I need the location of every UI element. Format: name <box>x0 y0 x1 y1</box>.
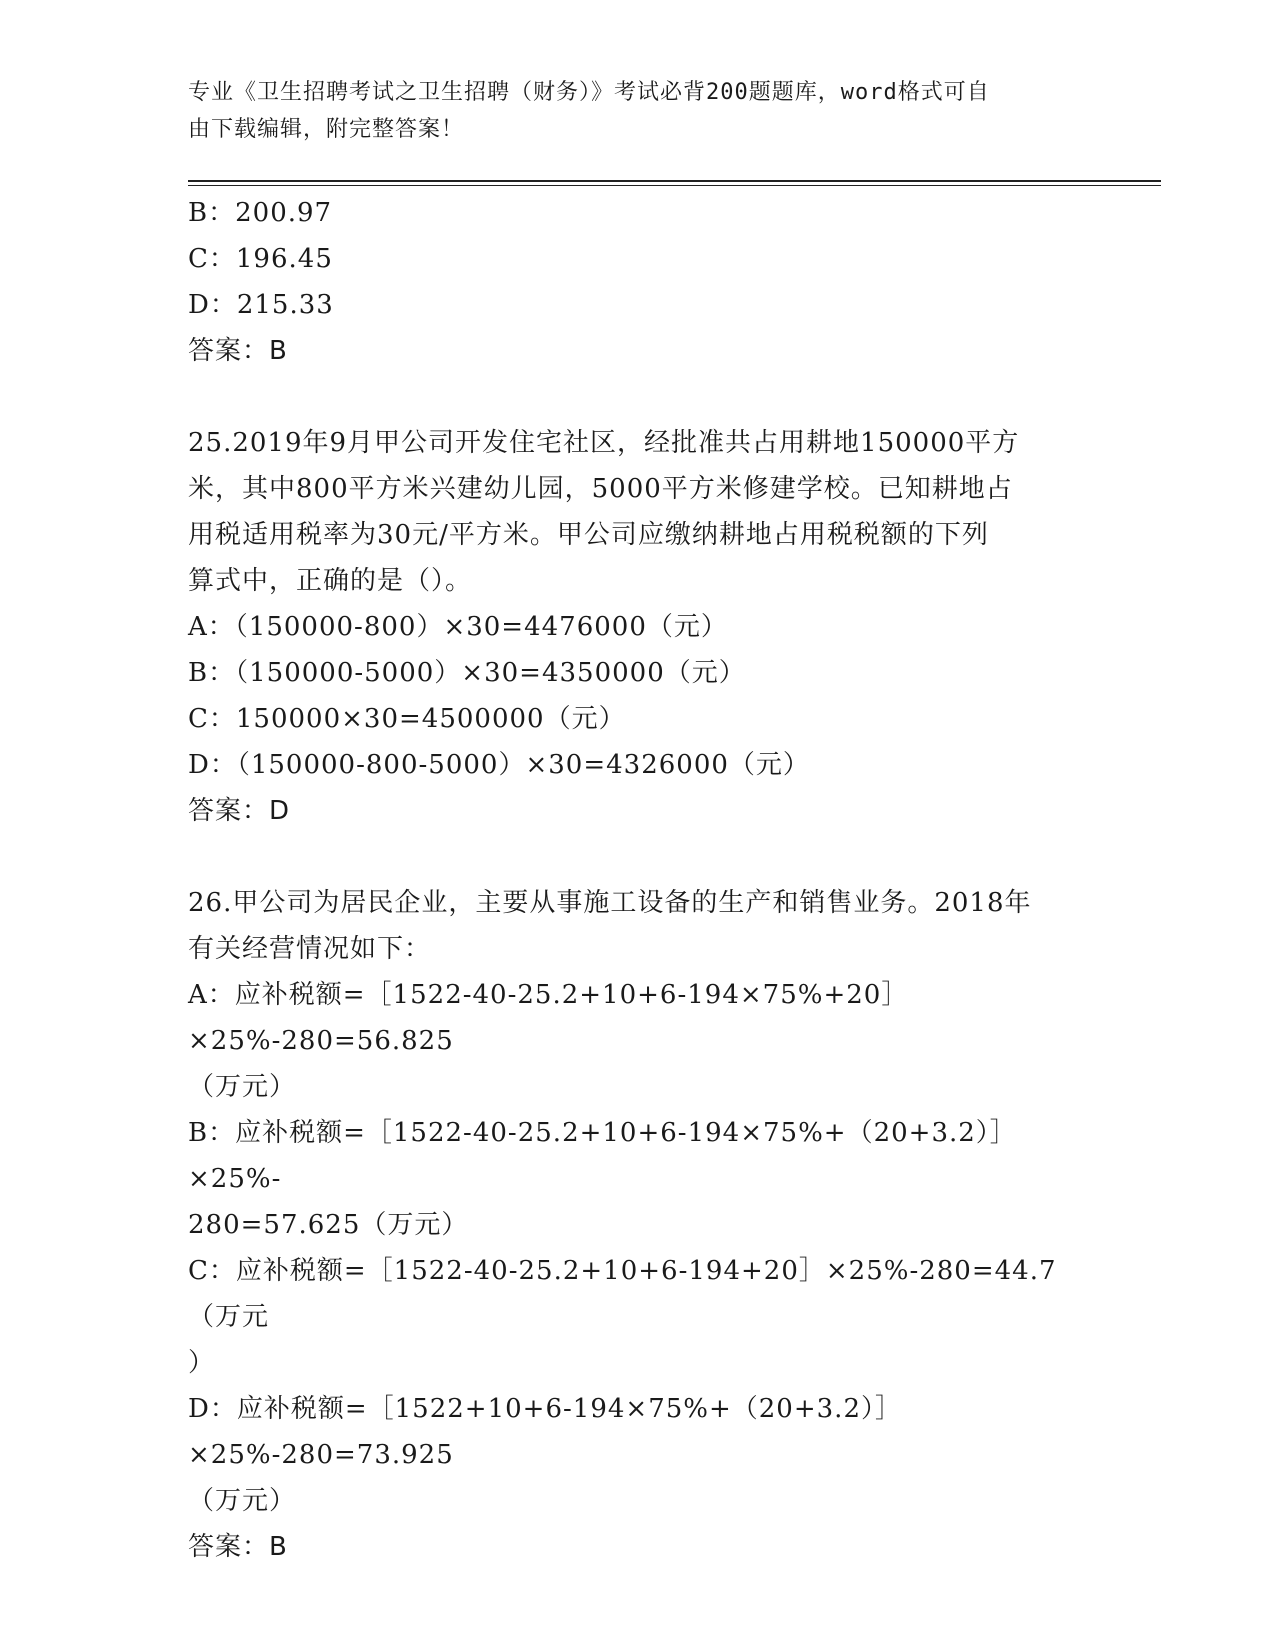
option-c: C：196.45 <box>188 244 333 274</box>
option-a: A：（150000-800）×30=4476000（元） <box>188 612 728 642</box>
option-d: D：215.33 <box>188 290 334 320</box>
question-text-line: 25.2019年9月甲公司开发住宅社区，经批准共占用耕地150000平方 <box>188 428 1020 458</box>
option-b-continued: 280=57.625（万元） <box>188 1210 469 1240</box>
option-d-continued: （万元） <box>188 1486 297 1516</box>
option-a-continued: （万元） <box>188 1072 297 1102</box>
option-d: D：应补税额=［1522+10+6-194×75%+（20+3.2）］×25%-280=73.925 <box>188 1394 902 1470</box>
header-divider-thick <box>188 180 1161 182</box>
question-text-line: 米，其中800平方米兴建幼儿园，5000平方米修建学校。已知耕地占 <box>188 474 1013 504</box>
option-d: D：（150000-800-5000）×30=4326000（元） <box>188 750 810 780</box>
header-divider-thin <box>188 185 1161 186</box>
question-text-line: 有关经营情况如下： <box>188 934 432 964</box>
spacer <box>188 834 1088 880</box>
option-c-continued: ） <box>188 1348 216 1378</box>
option-c: C：应补税额=［1522-40-25.2+10+6-194+20］×25%-280=44.7（万元 <box>188 1256 1057 1332</box>
option-b: B：应补税额=［1522-40-25.2+10+6-194×75%+（20+3.2）］×25%- <box>188 1118 1017 1194</box>
header-line-2: 由下载编辑，附完整答案！ <box>188 117 465 142</box>
question-text-line: 26.甲公司为居民企业，主要从事施工设备的生产和销售业务。2018年 <box>188 888 1032 918</box>
header-line-1: 专业《卫生招聘考试之卫生招聘（财务）》考试必背200题题库，word格式可自 <box>188 80 990 105</box>
question-26 <box>188 880 1088 1570</box>
answer: 答案：B <box>188 1532 288 1562</box>
answer: 答案：B <box>188 336 288 366</box>
spacer <box>188 374 1088 420</box>
previous-question-tail <box>188 190 1088 374</box>
option-a: A：应补税额=［1522-40-25.2+10+6-194×75%+20］×25%-280=56.825 <box>188 980 909 1056</box>
document-body <box>188 190 1088 1570</box>
question-text-line: 用税适用税率为30元/平方米。甲公司应缴纳耕地占用税税额的下列 <box>188 520 989 550</box>
document-header <box>188 74 1068 148</box>
question-text-line: 算式中，正确的是（）。 <box>188 566 473 596</box>
option-b: B：200.97 <box>188 198 333 228</box>
option-c: C：150000×30=4500000（元） <box>188 704 626 734</box>
option-b: B：（150000-5000）×30=4350000（元） <box>188 658 746 688</box>
question-25 <box>188 420 1088 834</box>
answer: 答案：D <box>188 796 291 826</box>
